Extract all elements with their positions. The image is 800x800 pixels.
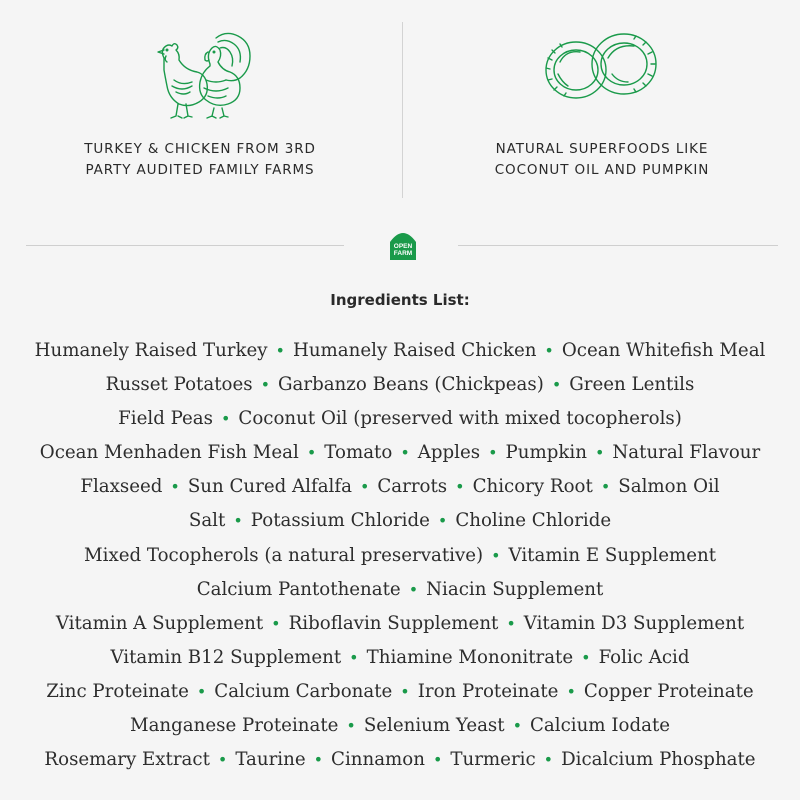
feature-line: COCONUT OIL AND PUMPKIN bbox=[494, 162, 710, 178]
feature-poultry bbox=[0, 0, 400, 200]
ingredient-item: Calcium Pantothenate bbox=[196, 578, 401, 600]
ingredient-item: Vitamin D3 Supplement bbox=[523, 612, 745, 634]
ingredient-item: Folic Acid bbox=[598, 646, 690, 668]
ingredient-item: Russet Potatoes bbox=[105, 374, 253, 396]
bullet-separator: • bbox=[600, 477, 611, 497]
ingredient-item: Flaxseed bbox=[80, 476, 163, 498]
ingredient-item: Salt bbox=[188, 510, 226, 532]
ingredient-item: Sun Cured Alfalfa bbox=[187, 476, 352, 498]
feature-line: NATURAL SUPERFOODS LIKE bbox=[495, 141, 709, 157]
ingredient-item: Humanely Raised Turkey bbox=[34, 340, 268, 361]
ingredient-item: Turmeric bbox=[450, 749, 536, 771]
bullet-separator: • bbox=[220, 409, 231, 429]
bullet-separator: • bbox=[544, 341, 554, 360]
bullet-separator: • bbox=[275, 341, 285, 360]
bullet-separator: • bbox=[408, 579, 419, 599]
bullet-separator: • bbox=[551, 375, 562, 395]
ingredient-item: Chicory Root bbox=[472, 476, 593, 498]
logo-text-farm: FARM bbox=[393, 250, 413, 257]
ingredient-row bbox=[0, 334, 800, 368]
ingredient-item: Tomato bbox=[324, 442, 393, 464]
bullet-separator: • bbox=[581, 647, 591, 667]
feature-line: PARTY AUDITED FAMILY FARMS bbox=[85, 162, 315, 178]
ingredient-row bbox=[0, 573, 800, 607]
bullet-separator: • bbox=[543, 750, 554, 770]
feature-poultry-text bbox=[0, 139, 400, 181]
ingredient-row bbox=[0, 504, 800, 538]
ingredient-item: Salmon Oil bbox=[618, 476, 720, 498]
ingredient-item: Garbanzo Beans (Chickpeas) bbox=[278, 374, 544, 396]
ingredient-item: Vitamin B12 Supplement bbox=[110, 646, 342, 668]
ingredient-item: Carrots bbox=[377, 476, 448, 498]
ingredient-item: Vitamin E Supplement bbox=[508, 544, 716, 566]
open-farm-logo bbox=[388, 228, 418, 260]
ingredient-item: Mixed Tocopherols (a natural preservative) bbox=[84, 544, 484, 566]
ingredient-item: Green Lentils bbox=[569, 374, 695, 396]
bullet-separator: • bbox=[506, 613, 516, 633]
ingredient-item: Ocean Menhaden Fish Meal bbox=[39, 442, 299, 464]
bullet-separator: • bbox=[313, 750, 324, 770]
bullet-separator: • bbox=[196, 681, 207, 701]
bullet-separator: • bbox=[594, 443, 605, 463]
ingredients-title: Ingredients List: bbox=[330, 291, 470, 309]
bullet-separator: • bbox=[271, 613, 281, 633]
ingredient-item: Field Peas bbox=[118, 408, 213, 430]
ingredient-item: Taurine bbox=[235, 749, 306, 771]
ingredient-item: Humanely Raised Chicken bbox=[292, 340, 537, 361]
bullet-separator: • bbox=[491, 545, 501, 565]
ingredient-item: Calcium Carbonate bbox=[214, 680, 393, 702]
feature-superfoods-text bbox=[404, 139, 800, 181]
ingredients-list bbox=[0, 334, 800, 777]
bullet-separator: • bbox=[400, 443, 410, 463]
bullet-separator: • bbox=[359, 477, 370, 497]
bullet-separator: • bbox=[512, 716, 523, 736]
bullet-separator: • bbox=[566, 681, 576, 701]
ingredient-item: Coconut Oil (preserved with mixed tocopherols) bbox=[238, 408, 682, 430]
coconut-icon bbox=[542, 28, 662, 108]
ingredient-row bbox=[0, 709, 800, 743]
ingredient-item: Natural Flavour bbox=[612, 442, 761, 464]
ingredient-item: Choline Chloride bbox=[455, 510, 612, 532]
bullet-separator: • bbox=[217, 750, 228, 770]
ingredient-item: Riboflavin Supplement bbox=[288, 612, 499, 634]
right-divider-line bbox=[458, 245, 778, 246]
ingredient-item: Zinc Proteinate bbox=[46, 680, 189, 702]
logo-text-open: OPEN bbox=[393, 243, 413, 250]
ingredient-item: Vitamin A Supplement bbox=[55, 612, 264, 634]
feature-superfoods bbox=[404, 0, 800, 200]
ingredient-item: Niacin Supplement bbox=[426, 578, 604, 600]
bullet-separator: • bbox=[455, 477, 465, 497]
bullet-separator: • bbox=[349, 647, 359, 667]
ingredient-item: Copper Proteinate bbox=[583, 680, 754, 702]
ingredient-item: Ocean Whitefish Meal bbox=[561, 340, 766, 361]
ingredient-row bbox=[0, 539, 800, 573]
bullet-separator: • bbox=[306, 443, 317, 463]
features-section bbox=[0, 0, 800, 200]
ingredient-item: Selenium Yeast bbox=[363, 715, 505, 737]
ingredient-row bbox=[0, 641, 800, 675]
ingredient-item: Apples bbox=[417, 442, 481, 464]
ingredient-row bbox=[0, 743, 800, 777]
ingredient-item: Iron Proteinate bbox=[417, 680, 559, 702]
bullet-separator: • bbox=[432, 750, 443, 770]
ingredient-item: Cinnamon bbox=[331, 749, 425, 771]
ingredient-item: Manganese Proteinate bbox=[129, 715, 339, 737]
ingredient-item: Dicalcium Phosphate bbox=[561, 749, 756, 771]
ingredient-item: Rosemary Extract bbox=[44, 749, 210, 771]
ingredient-row bbox=[0, 675, 800, 709]
bullet-separator: • bbox=[437, 511, 448, 531]
ingredient-item: Thiamine Mononitrate bbox=[366, 646, 574, 668]
ingredient-row bbox=[0, 402, 800, 436]
ingredient-row bbox=[0, 368, 800, 402]
bullet-separator: • bbox=[400, 681, 410, 701]
turkey-chicken-icon bbox=[144, 28, 256, 120]
bullet-separator: • bbox=[488, 443, 498, 463]
left-divider-line bbox=[26, 245, 344, 246]
bullet-separator: • bbox=[346, 716, 356, 736]
ingredient-item: Pumpkin bbox=[505, 442, 587, 464]
ingredient-item: Potassium Chloride bbox=[250, 510, 430, 532]
ingredient-item: Calcium Iodate bbox=[530, 715, 671, 737]
ingredient-row bbox=[0, 436, 800, 470]
bullet-separator: • bbox=[233, 511, 243, 531]
bullet-separator: • bbox=[260, 375, 270, 395]
ingredient-row bbox=[0, 607, 800, 641]
feature-line: TURKEY & CHICKEN FROM 3RD bbox=[84, 141, 316, 157]
bullet-separator: • bbox=[170, 477, 180, 497]
ingredient-row bbox=[0, 470, 800, 504]
vertical-divider bbox=[402, 22, 403, 198]
